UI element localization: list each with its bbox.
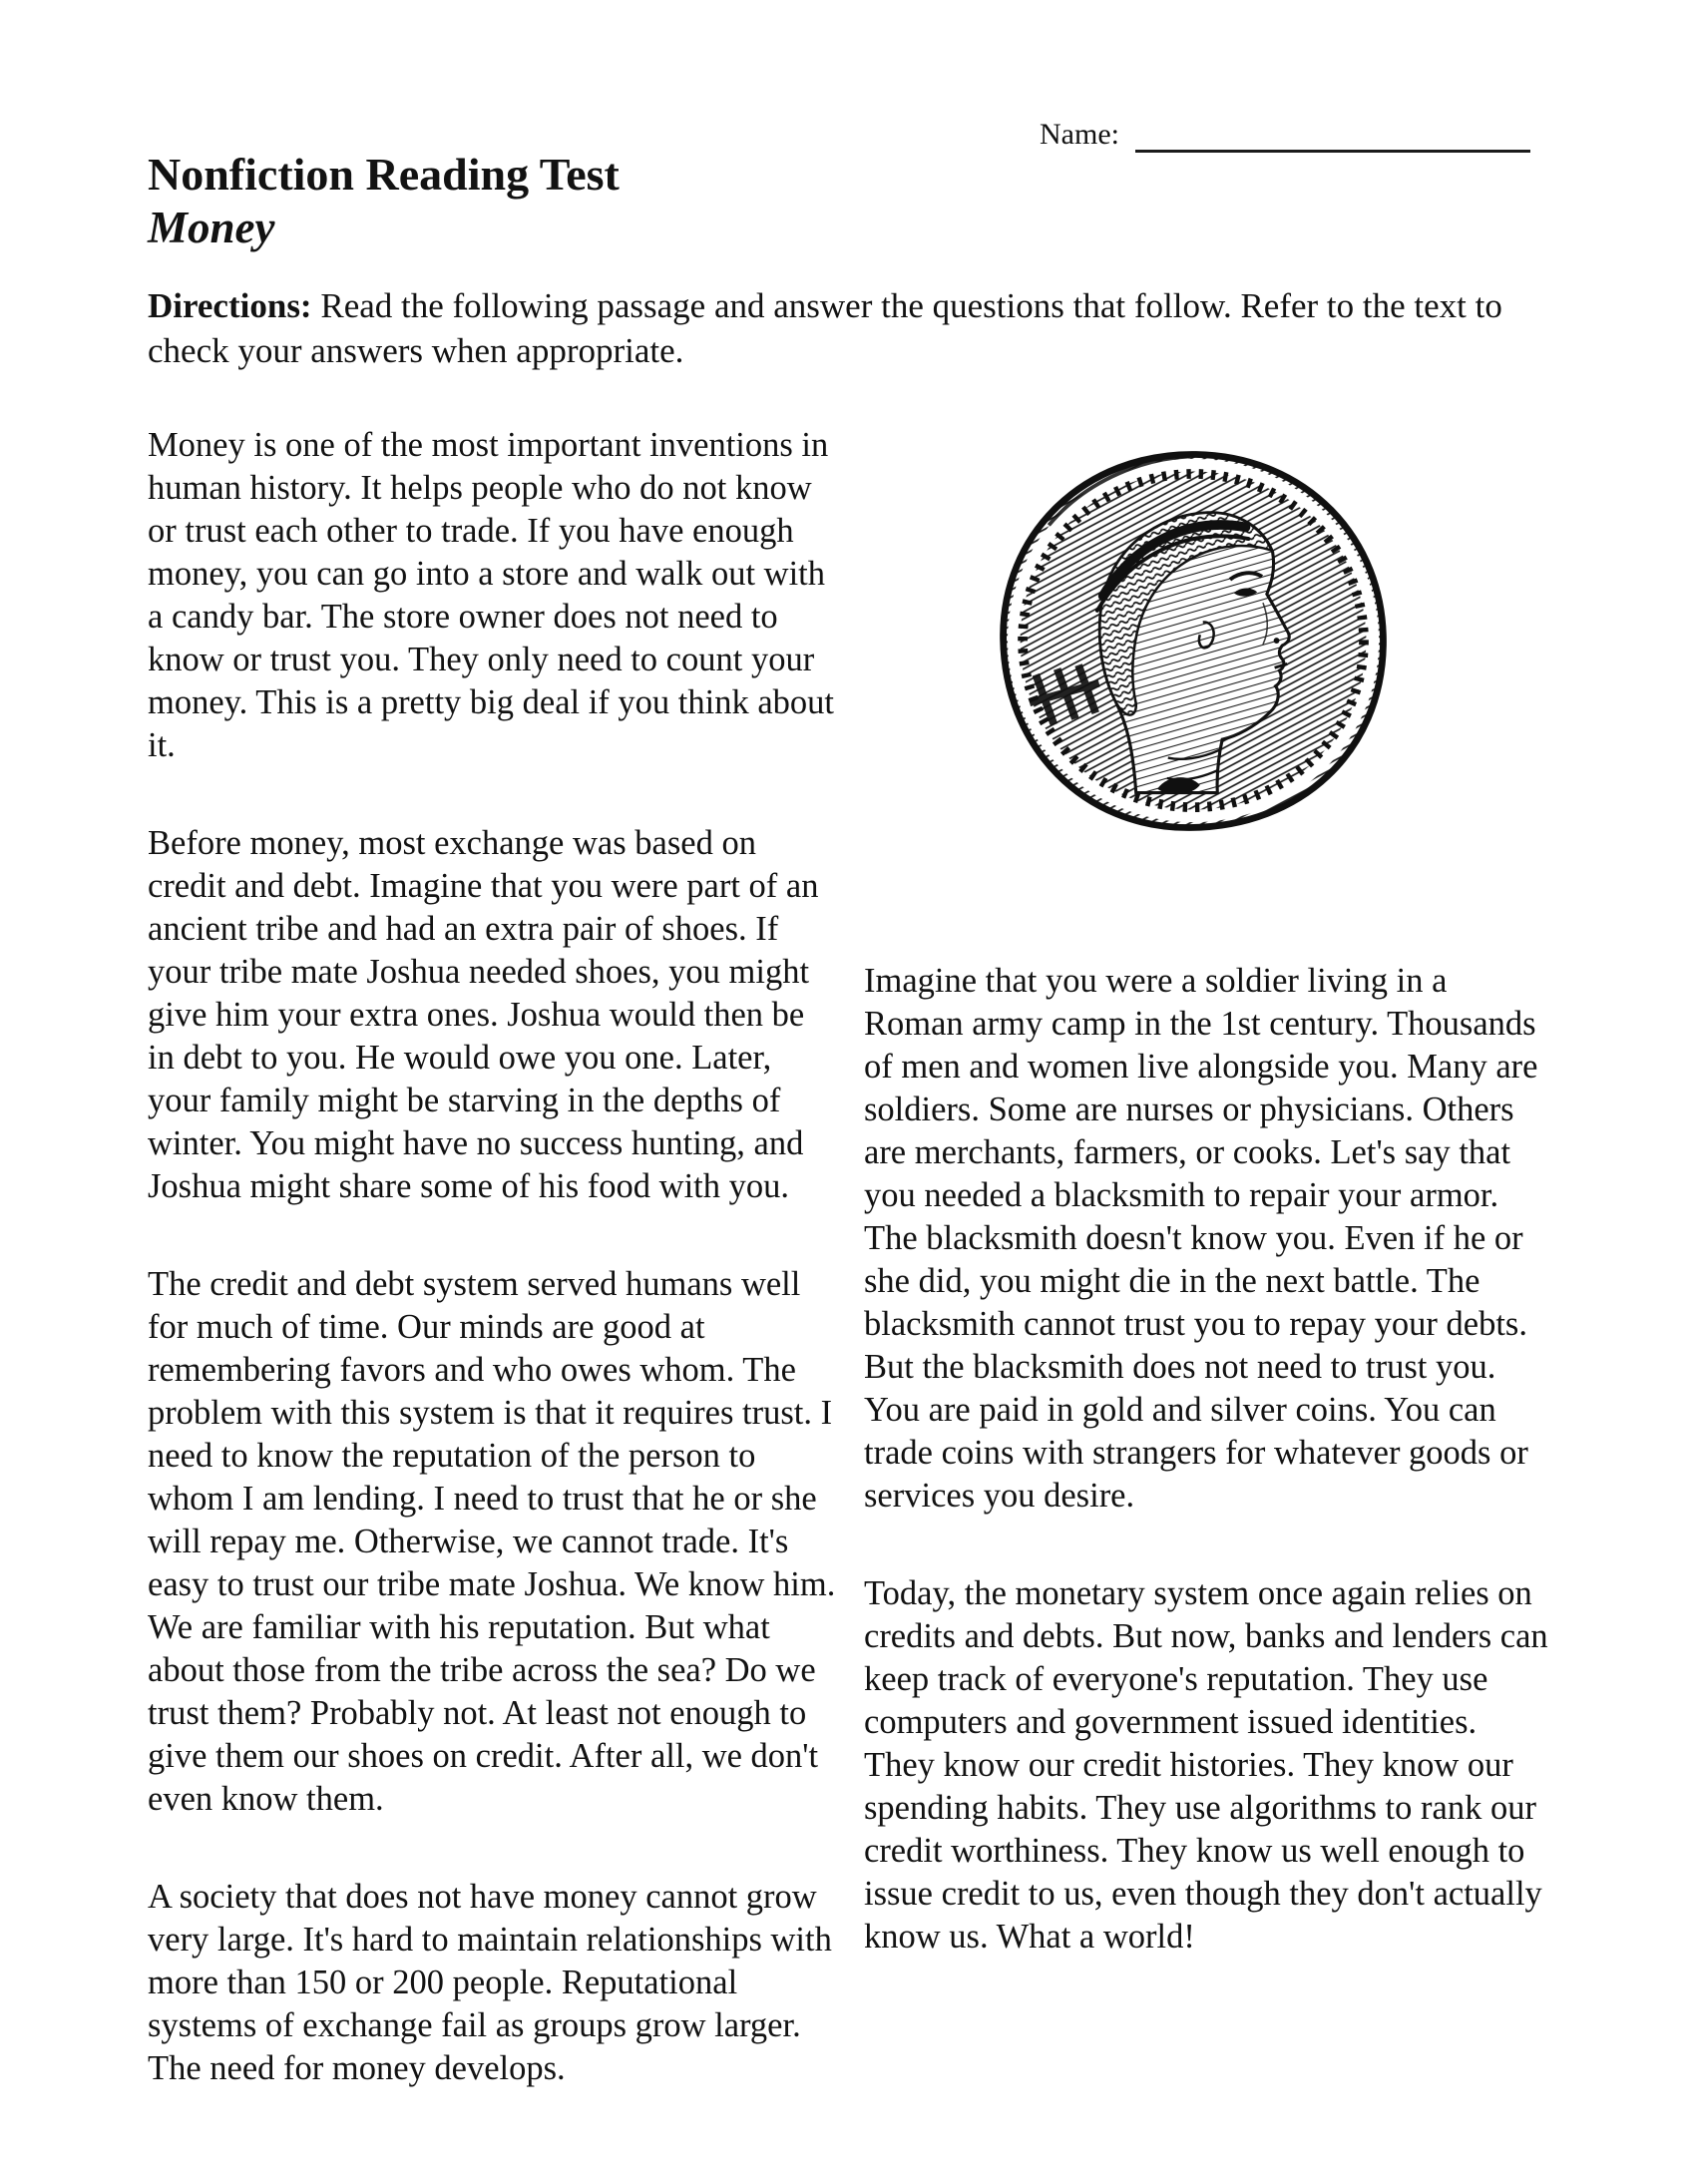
passage-paragraph-3: The credit and debt system served humans well for much of time. Our minds are good at remembering favors and who owes whom. The problem with this system is that it requires trust. I need to know the reputation of the person to whom I am lending. I need to trust that he or she will repay me. Otherwise, we cannot trade. It's easy to trust our tribe mate Joshua. We know him. We are familiar with his reputation. But what about those from the tribe across the sea? Do we trust them? Probably not. At least not enough to give them our shoes on credit. After all, we don't even know them.	[148, 1265, 836, 1818]
name-blank-line	[1135, 149, 1530, 153]
name-row	[1040, 118, 1530, 153]
passage-paragraph-6: Today, the monetary system once again relies on credits and debts. But now, banks and lenders can keep track of everyone's reputation. They use computers and government issued identities. They know our credit histories. They know our spending habits. They use algorithms to rank our credit worthiness. They know us well enough to issue credit to us, even though they don't actually know us. What a world!	[864, 1574, 1548, 1956]
passage-left-column	[148, 424, 836, 2145]
directions	[148, 283, 1540, 373]
name-label: Name:	[1040, 118, 1119, 151]
passage-right-column	[864, 960, 1552, 2013]
page-title: Nonfiction Reading Test	[148, 149, 620, 200]
ancient-coin-engraving-icon	[991, 447, 1398, 836]
passage-paragraph-5: Imagine that you were a soldier living in a Roman army camp in the 1st century. Thousands of men and women live alongside you. Many are soldiers. Some are nurses or physicians. Others are merchants, farmers, or cooks. Let's say that you needed a blacksmith to repair your armor. The blacksmith doesn't know you. Even if he or she did, you might die in the next battle. The blacksmith cannot trust you to repay your debts. But the blacksmith does not need to trust you. You are paid in gold and silver coins. You can trade coins with strangers for whatever goods or services you desire.	[864, 962, 1538, 1515]
directions-text: Read the following passage and answer the questions that follow. Refer to the text to check your answers when appropriate.	[148, 286, 1502, 370]
passage-paragraph-2: Before money, most exchange was based on credit and debt. Imagine that you were part of an ancient tribe and had an extra pair of shoes. If your tribe mate Joshua needed shoes, you might give him your extra ones. Joshua would then be in debt to you. He would owe you one. Later, your family might be starving in the depths of winter. You might have no success hunting, and Joshua might share some of his food with you.	[148, 824, 819, 1205]
nostril	[1274, 638, 1280, 644]
passage-paragraph-1: Money is one of the most important inventions in human history. It helps people who do not know or trust each other to trade. If you have enough money, you can go into a store and walk out with a candy bar. The store owner does not need to know or trust you. They only need to count your money. This is a pretty big deal if you think about it.	[148, 426, 834, 764]
page-subtitle: Money	[148, 203, 275, 252]
directions-label: Directions:	[148, 286, 312, 325]
passage-paragraph-4: A society that does not have money cannot grow very large. It's hard to maintain relationships with more than 150 or 200 people. Reputational systems of exchange fail as groups grow larger. The need for money develops.	[148, 1878, 832, 2087]
